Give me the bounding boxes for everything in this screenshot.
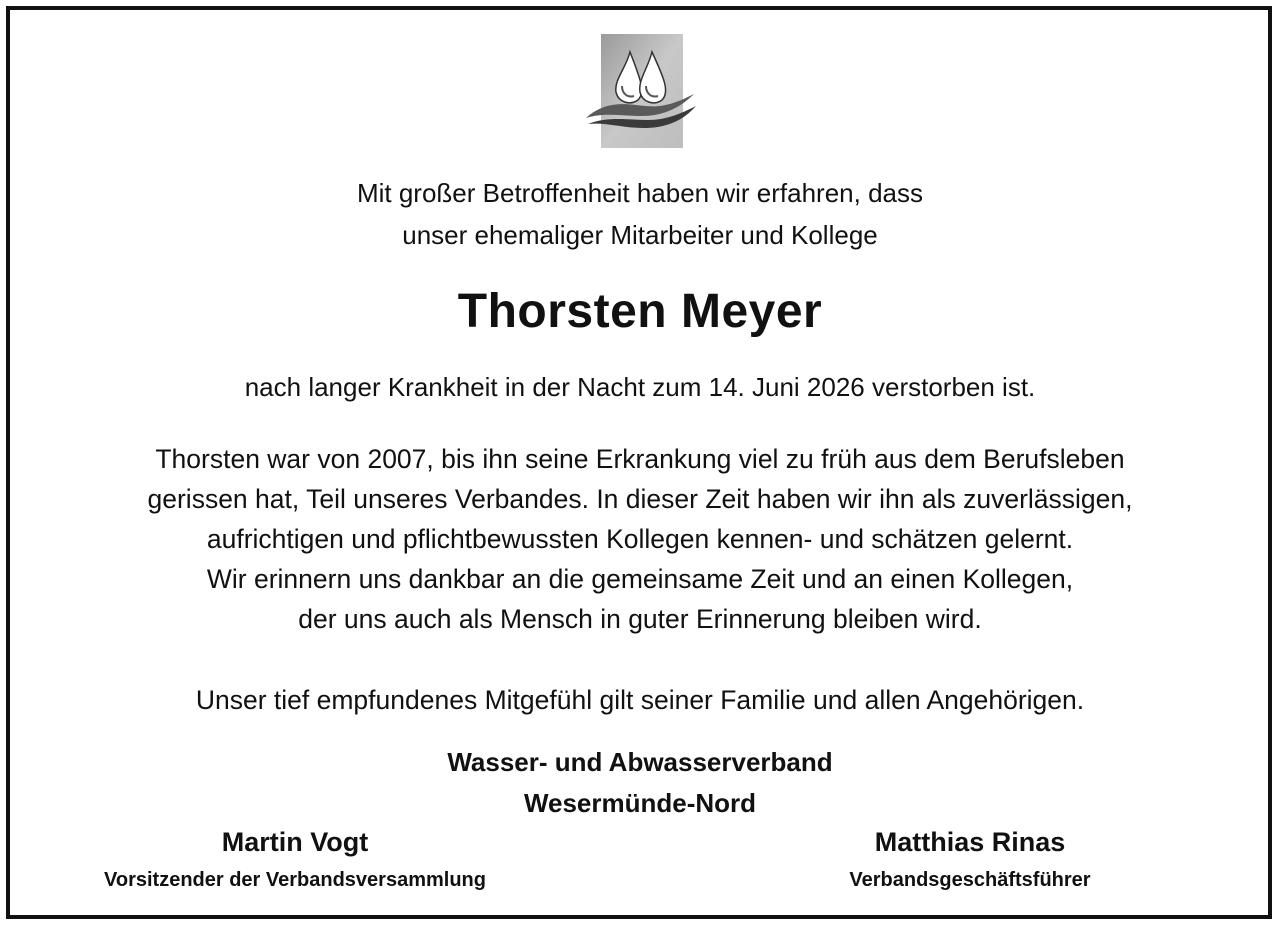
intro-line-2: unser ehemaliger Mitarbeiter und Kollege — [402, 220, 878, 250]
logo-graphic — [586, 34, 698, 148]
tribute-line: gerissen hat, Teil unseres Verbandes. In dieser Zeit haben wir ihn als zuverlässigen, — [147, 484, 1133, 514]
tribute-line: Thorsten war von 2007, bis ihn seine Erkrankung viel zu früh aus dem Berufsleben — [155, 444, 1125, 474]
deceased-name: Thorsten Meyer — [457, 285, 823, 338]
organization-name — [0, 742, 1280, 824]
signatory-name: Matthias Rinas — [874, 827, 1066, 857]
organization-line-2: Wesermünde-Nord — [523, 788, 757, 818]
tribute-paragraph — [0, 439, 1280, 639]
signatory-left — [60, 822, 530, 898]
water-drops-wave-logo — [586, 34, 698, 148]
tribute-line: Wir erinnern uns dankbar an die gemeinsame Zeit und an einen Kollegen, — [206, 564, 1074, 594]
tribute-line: aufrichtigen und pflichtbewussten Kollegen kennen- und schätzen gelernt. — [206, 524, 1074, 554]
signatory-right — [750, 822, 1190, 898]
tribute-line: der uns auch als Mensch in guter Erinnerung bleiben wird. — [298, 604, 982, 634]
death-notice: nach langer Krankheit in der Nacht zum 14. Juni 2026 verstorben ist. — [244, 372, 1036, 402]
organization-line-1: Wasser- und Abwasserverband — [447, 747, 833, 777]
signatory-name: Martin Vogt — [221, 827, 369, 857]
signatory-title: Verbandsgeschäftsführer — [849, 869, 1091, 891]
intro-text — [0, 172, 1280, 256]
sympathy-text: Unser tief empfundenes Mitgefühl gilt seiner Familie und allen Angehörigen. — [195, 685, 1085, 715]
intro-line-1: Mit großer Betroffenheit haben wir erfahren, dass — [356, 178, 924, 208]
signatory-title: Vorsitzender der Verbandsversammlung — [104, 869, 486, 891]
